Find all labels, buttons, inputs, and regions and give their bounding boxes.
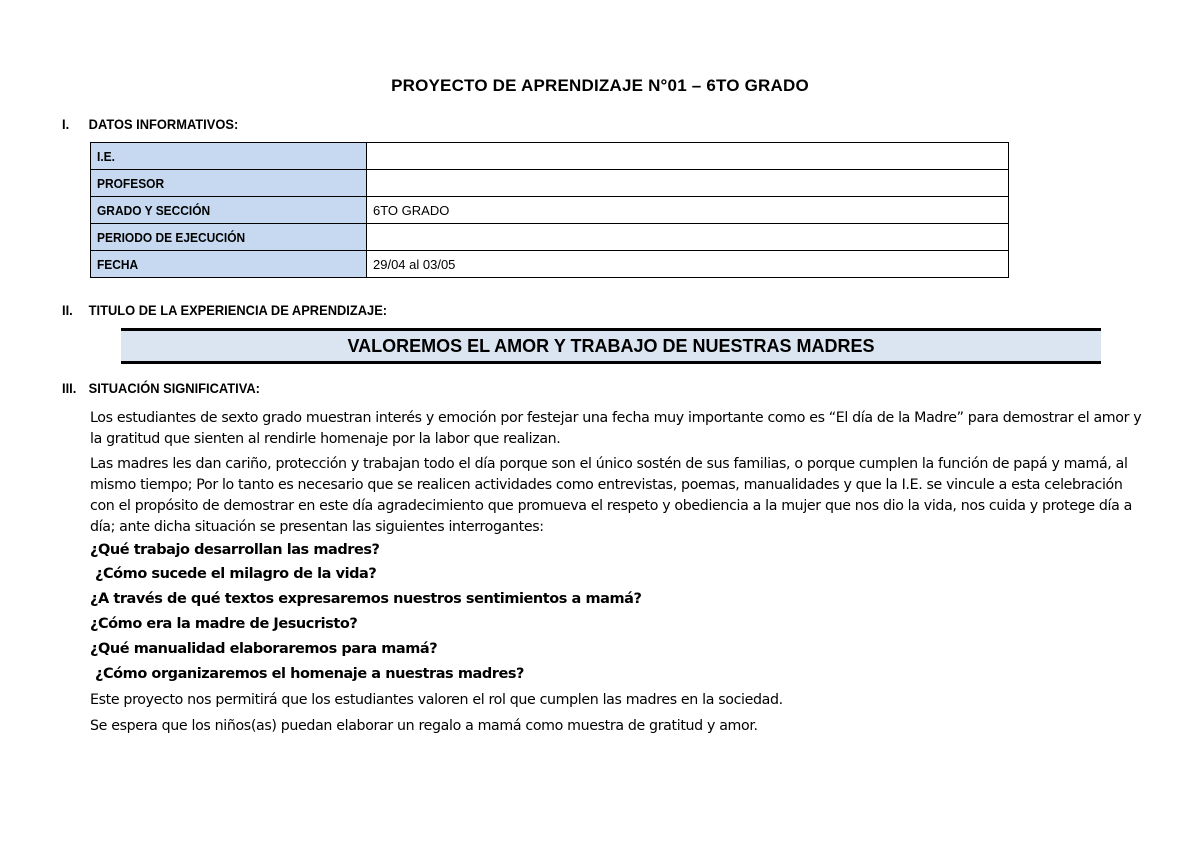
question-item: ¿Qué trabajo desarrollan las madres? [90,542,380,558]
table-row [91,143,1009,170]
section-heading-titulo [62,302,387,318]
row-value-ie [367,143,1009,170]
table-row [91,251,1009,278]
question-item: ¿Qué manualidad elaboraremos para mamá? [90,641,438,657]
section-number: III. [62,380,77,396]
closing-text: Este proyecto nos permitirá que los estudiantes valoren el rol que cumplen las madres en la sociedad. [90,692,783,708]
section-heading-text: DATOS INFORMATIVOS: [88,116,239,132]
section-number: I. [62,116,70,132]
question-item: ¿A través de qué textos expresaremos nuestros sentimientos a mamá? [90,591,642,607]
row-value-grado: 6TO GRADO [367,197,1009,224]
table-row [91,170,1009,197]
table-row [91,197,1009,224]
info-table [90,142,1009,278]
closing-text: Se espera que los niños(as) puedan elaborar un regalo a mamá como muestra de gratitud y amor. [90,718,758,734]
table-row [91,224,1009,251]
question-item: ¿Cómo organizaremos el homenaje a nuestras madres? [95,666,524,682]
experience-title-banner: VALOREMOS EL AMOR Y TRABAJO DE NUESTRAS MADRES [121,328,1101,364]
section-number: II. [62,302,73,318]
section-heading-datos [62,116,238,132]
row-value-profesor [367,170,1009,197]
paragraph: Las madres les dan cariño, protección y trabajan todo el día porque son el único sostén de sus familias, o porque cumplen la función de papá y mamá, al mismo tiempo; Por lo tanto es necesario que se realicen actividades como entrevistas, poemas, manualidades y que la I.E. se vincule a esta celebración con el propósito de demostrar en este día agradecimiento que promueva el respeto y obediencia a la mujer que nos dio la vida, nos cuida y protege día a día; ante dicha situación se presentan las siguientes interrogantes: [90,456,1132,535]
row-label-profesor: PROFESOR [91,170,367,197]
row-label-ie: I.E. [91,143,367,170]
document-title: PROYECTO DE APRENDIZAJE N°01 – 6TO GRADO [391,76,809,95]
paragraph: Los estudiantes de sexto grado muestran interés y emoción por festejar una fecha muy importante como es “El día de la Madre” para demostrar el amor y la gratitud que sienten al rendirle homenaje por la labor que realizan. [90,410,1142,447]
section-heading-text: TITULO DE LA EXPERIENCIA DE APRENDIZAJE: [88,302,388,318]
row-value-periodo [367,224,1009,251]
question-item: ¿Cómo era la madre de Jesucristo? [90,616,358,632]
row-value-fecha: 29/04 al 03/05 [367,251,1009,278]
section-heading-situacion [62,380,260,396]
row-label-periodo: PERIODO DE EJECUCIÓN [91,224,367,251]
row-label-fecha: FECHA [91,251,367,278]
row-label-grado: GRADO Y SECCIÓN [91,197,367,224]
question-item: ¿Cómo sucede el milagro de la vida? [95,566,377,582]
section-heading-text: SITUACIÓN SIGNIFICATIVA: [88,380,260,396]
